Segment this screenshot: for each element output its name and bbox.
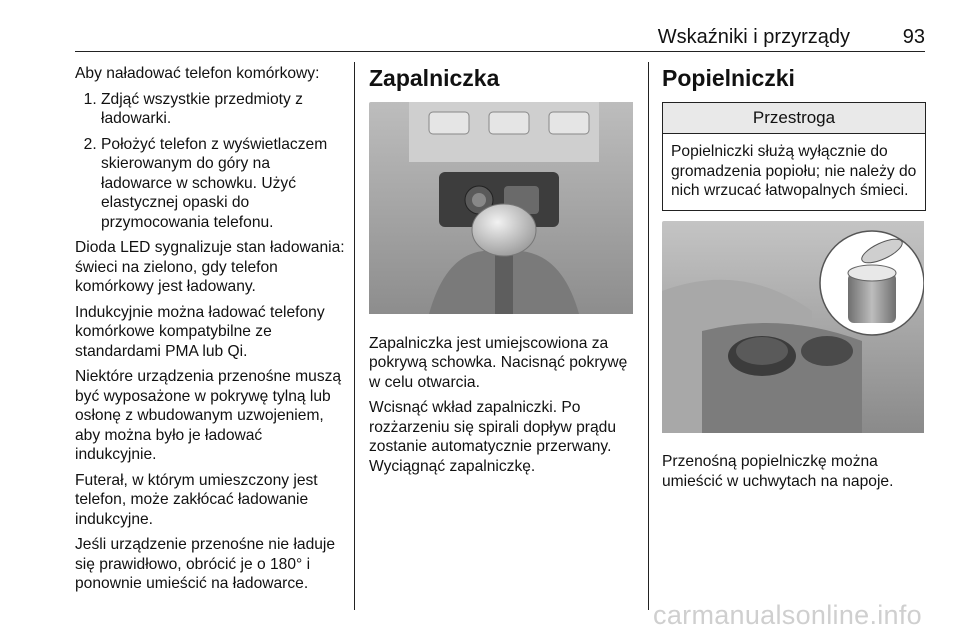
paragraph: Wcisnąć wkład zapalniczki. Po rozżarzeniu się spirali dopływ prądu zostanie automatycznie przerwany. Wyciągnąć zapalniczkę. <box>369 399 617 475</box>
intro-text: Aby naładować telefon komórkowy: <box>75 65 320 82</box>
paragraph: Niektóre urządzenia przenośne muszą być wyposażone w pokrywę tylną lub osłonę z wbudowanym uzwojeniem, aby można było je ładować indukcyjnie. <box>75 368 342 463</box>
column-divider <box>648 62 649 610</box>
steps-list <box>75 90 345 233</box>
column-lighter <box>369 64 635 482</box>
column-ashtrays <box>662 64 926 497</box>
caution-text: Popielniczki służą wyłącznie do gromadzenia popiołu; nie należy do nich wrzucać łatwopalnych śmieci. <box>671 143 917 199</box>
watermark: carmanualsonline.info <box>653 600 922 630</box>
column-phone-charging <box>75 64 345 600</box>
caution-box <box>662 102 926 211</box>
page-header <box>75 26 925 52</box>
column-divider <box>354 62 355 610</box>
section-heading: Popielniczki <box>662 65 795 91</box>
paragraph: Futerał, w którym umieszczony jest telefon, może zakłócać ładowanie indukcyjne. <box>75 471 318 528</box>
section-heading: Zapalniczka <box>369 65 500 91</box>
paragraph: Przenośną popielniczkę można umieścić w uchwytach na napoje. <box>662 453 894 490</box>
header-rule <box>75 51 925 52</box>
lighter-photo <box>369 102 635 320</box>
paragraph: Jeśli urządzenie przenośne nie ładuje się prawidłowo, obrócić je o 180° i ponownie umieścić na ładowarce. <box>75 536 336 592</box>
caution-title: Przestroga <box>663 103 925 134</box>
paragraph: Zapalniczka jest umiejscowiona za pokrywą schowka. Nacisnąć pokrywę w celu otwarcia. <box>369 334 628 391</box>
ashtray-photo <box>662 221 926 439</box>
paragraph: Dioda LED sygnalizuje stan ładowania: świeci na zielono, gdy telefon komórkowy jest ładowany. <box>75 239 345 295</box>
step-item: 1. Zdjąć wszystkie przedmioty z ładowarki. <box>101 90 345 129</box>
page-number: 93 <box>902 26 925 48</box>
section-title: Wskaźniki i przyrządy <box>657 26 850 48</box>
step-item: 2. Położyć telefon z wyświetlaczem skierowanym do góry na ładowarce w schowku. Użyć elastycznej opaski do przymocowania telefonu. <box>101 135 345 233</box>
paragraph: Indukcyjnie można ładować telefony komórkowe kompatybilne ze standardami PMA lub Qi. <box>75 303 325 360</box>
